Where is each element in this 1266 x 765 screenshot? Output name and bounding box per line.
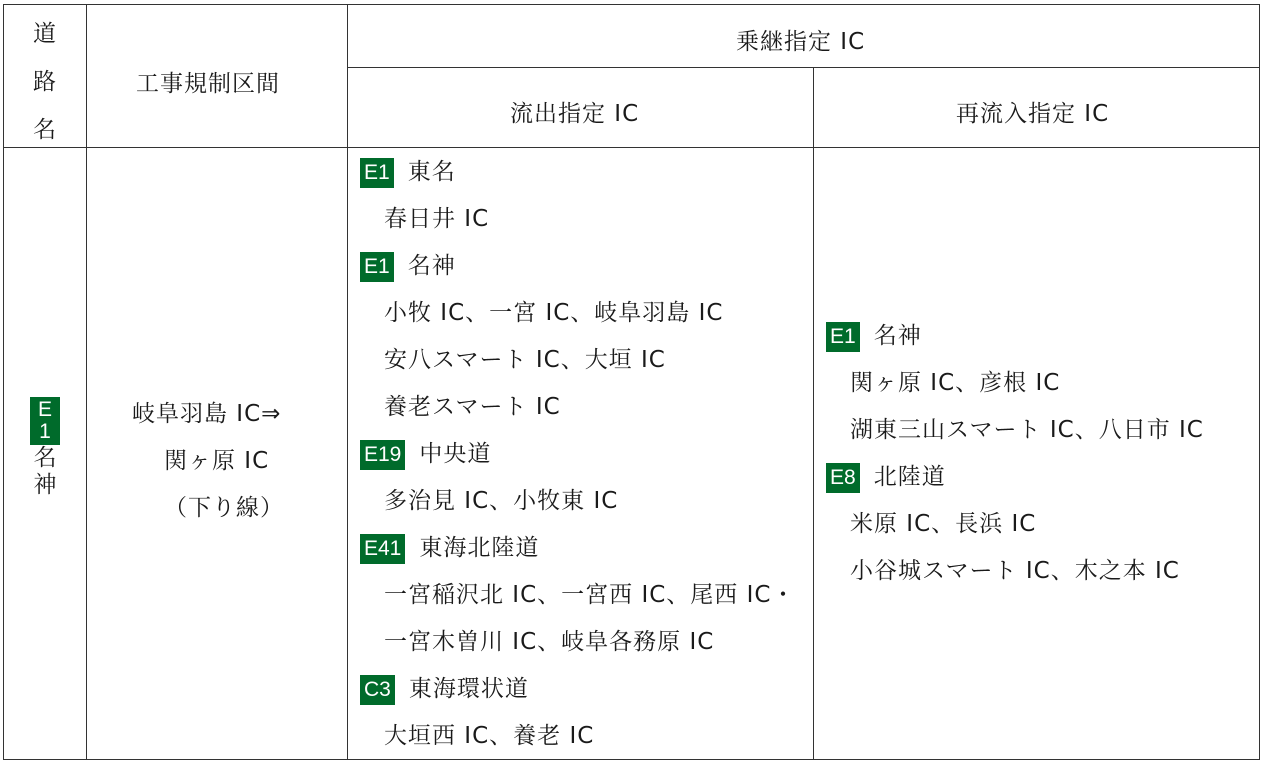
header-section: 工事規制区間	[136, 71, 280, 97]
ic-line: 春日井 IC	[384, 206, 490, 232]
ic-line: 一宮木曽川 IC、岐阜各務原 IC	[384, 629, 715, 655]
exit-route	[360, 243, 795, 290]
exit-route	[360, 666, 795, 713]
ic-line: 小谷城スマート IC、木之本 IC	[850, 558, 1180, 584]
ic-line: 大垣西 IC、養老 IC	[384, 723, 595, 749]
reentry-route	[826, 454, 1204, 501]
ic-line: 湖東三山スマート IC、八日市 IC	[850, 417, 1204, 443]
route-name: 名神	[407, 253, 456, 279]
header-road-name-char: 道	[33, 21, 57, 47]
route-name: 東名	[407, 159, 456, 185]
header-road-name-char: 路	[33, 69, 57, 95]
ic-line: 米原 IC、長浜 IC	[850, 511, 1037, 537]
road-badge-char: 1	[39, 420, 51, 443]
exit-route	[360, 431, 795, 478]
section-line: 岐阜羽島 IC⇒	[132, 401, 282, 427]
route-name: 中央道	[419, 441, 492, 467]
route-badge: E19	[360, 440, 405, 470]
section-line: 関ヶ原 IC	[164, 448, 270, 474]
exit-route	[360, 525, 795, 572]
route-badge: E41	[360, 534, 405, 564]
col-divider	[86, 5, 87, 759]
header-exit-ic: 流出指定 IC	[510, 101, 640, 127]
header-road-name-char: 名	[33, 117, 57, 143]
reentry-route	[826, 313, 1204, 360]
route-badge: E8	[826, 463, 860, 493]
exit-route	[360, 149, 795, 196]
route-badge: E1	[826, 322, 860, 352]
road-badge-char: E	[37, 398, 52, 421]
header-reentry-ic: 再流入指定 IC	[956, 101, 1110, 127]
row-divider	[4, 147, 1259, 148]
ic-line: 養老スマート IC	[384, 394, 561, 420]
route-badge: C3	[360, 675, 395, 705]
route-name: 名神	[873, 323, 922, 349]
exit-ic-list	[360, 149, 795, 760]
header-transfer-ic: 乗継指定 IC	[736, 29, 866, 55]
ic-line: 一宮稲沢北 IC、一宮西 IC、尾西 IC・	[384, 582, 796, 608]
road-name-char: 名	[33, 445, 57, 471]
col-divider	[813, 67, 814, 759]
route-name: 東海北陸道	[419, 535, 540, 561]
road-badge	[30, 397, 60, 445]
transfer-ic-table	[3, 4, 1260, 760]
route-name: 東海環状道	[408, 676, 529, 702]
route-badge: E1	[360, 158, 394, 188]
route-name: 北陸道	[873, 464, 946, 490]
ic-line: 安八スマート IC、大垣 IC	[384, 347, 666, 373]
road-name-char: 神	[33, 472, 57, 498]
ic-line: 関ヶ原 IC、彦根 IC	[850, 370, 1061, 396]
section-line: （下り線）	[164, 495, 284, 521]
col-divider	[347, 5, 348, 759]
ic-line: 小牧 IC、一宮 IC、岐阜羽島 IC	[384, 300, 724, 326]
route-badge: E1	[360, 252, 394, 282]
row-divider	[347, 67, 1259, 68]
reentry-ic-list	[826, 313, 1204, 595]
ic-line: 多治見 IC、小牧東 IC	[384, 488, 619, 514]
